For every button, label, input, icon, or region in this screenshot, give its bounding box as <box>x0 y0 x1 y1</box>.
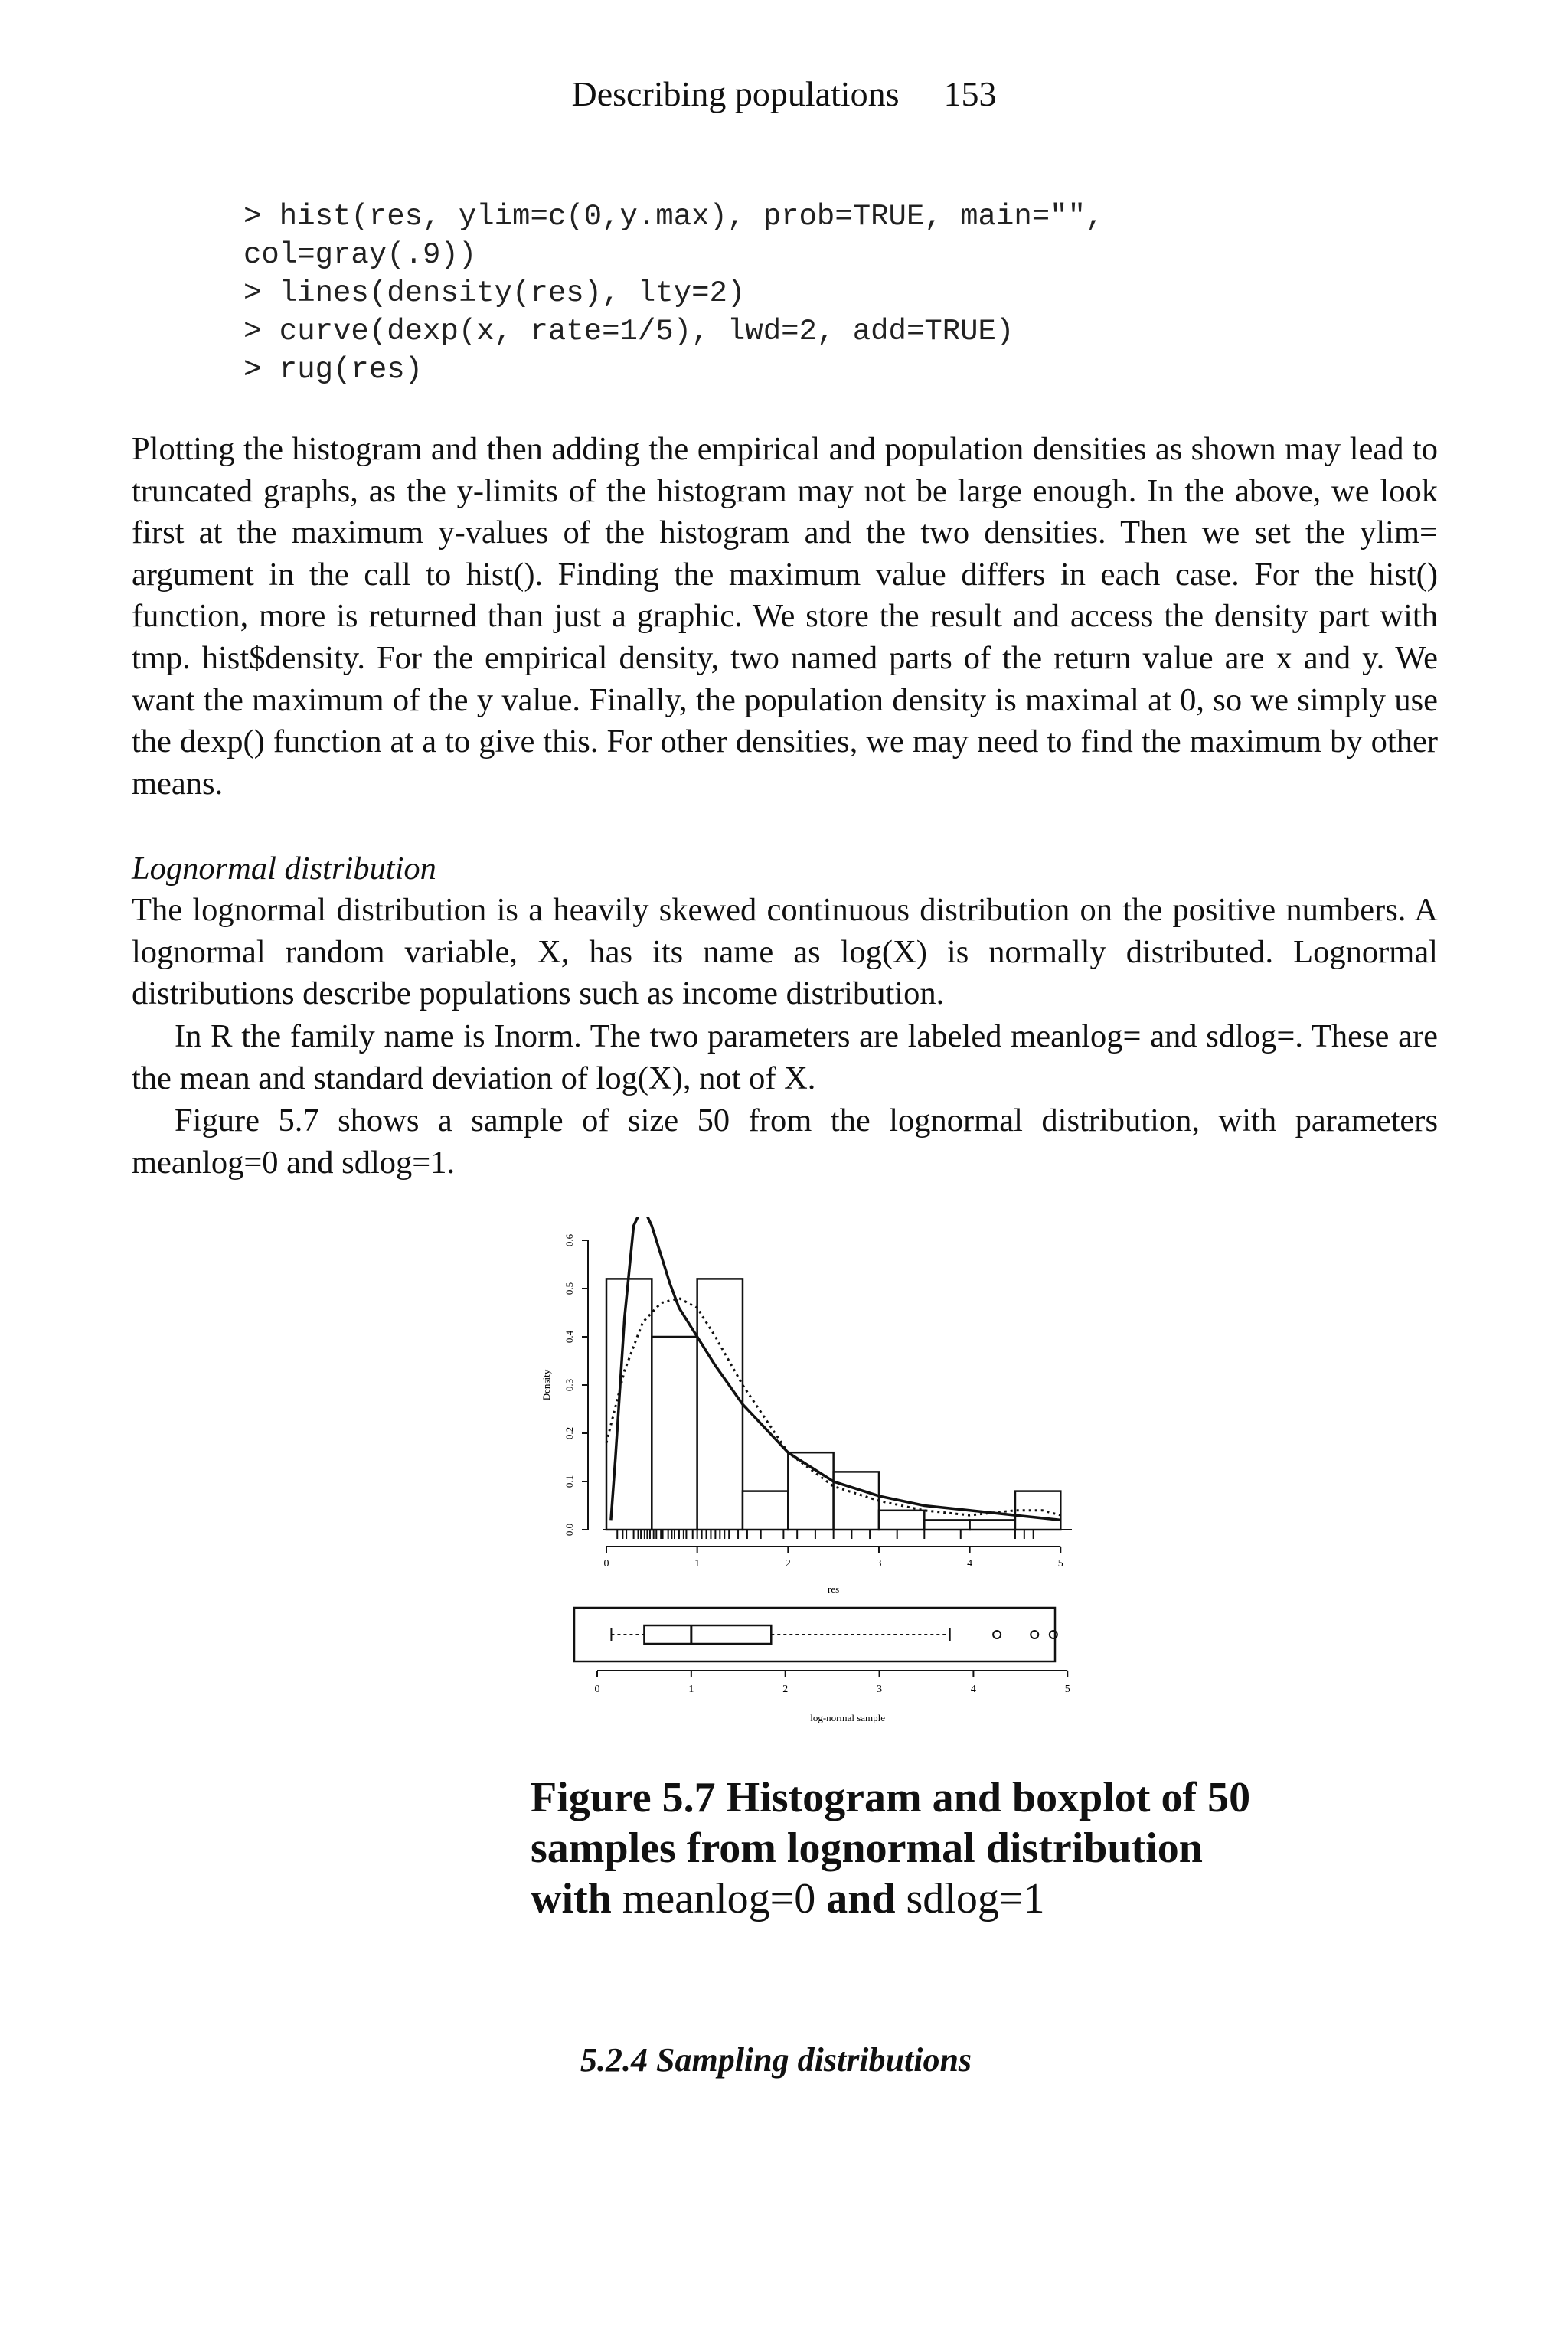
paragraph-ylim-explanation: Plotting the histogram and then adding the empirical and population densities as shown may lead to truncated graphs, as the y-limits of the histogram may not be large enough. In the above, we look first at the maximum y-values of the histogram and the two densities. Then we set the ylim= argument in the call to hist(). Finding the maximum value differs in each case. For the hist() function, more is returned than just a graphic. We store the result and access the density part with tmp. hist$density. For the empirical density, two named parts of the return value are x and y. We want the maximum of the y value. Finally, the population density is maximal at 0, so we simply use the dexp() function at a to give this. For other densities, we may need to find the maximum by other means. <box>132 431 1438 802</box>
histogram-bar <box>1015 1491 1060 1530</box>
y-tick-label: 0.6 <box>564 1233 575 1247</box>
caption-and: and <box>826 1875 896 1922</box>
code-line: > rug(res) <box>243 353 423 387</box>
code-line: > curve(dexp(x, rate=1/5), lwd=2, add=TRUE) <box>243 315 1014 348</box>
caption-param-sdlog: sdlog=1 <box>906 1875 1045 1922</box>
y-tick-label: 0.1 <box>564 1475 575 1488</box>
code-line: > lines(density(res), lty=2) <box>243 276 746 310</box>
y-axis-label: Density <box>541 1369 552 1401</box>
boxplot-x-tick-label: 5 <box>1064 1684 1070 1695</box>
figure-5-7 <box>490 1217 1072 1753</box>
paragraph-lognormal-params: In R the family name is Inorm. The two parameters are labeled meanlog= and sdlog=. These are the mean and standard deviation of log(X), not of X. <box>132 1018 1438 1096</box>
x-tick-label: 5 <box>1057 1558 1063 1570</box>
x-axis-label: res <box>828 1583 840 1595</box>
y-tick-label: 0.0 <box>564 1523 575 1537</box>
caption-param-meanlog: meanlog=0 <box>622 1875 816 1922</box>
histogram-plot <box>541 1217 1072 1595</box>
y-tick-label: 0.3 <box>564 1378 575 1392</box>
running-header <box>0 74 1568 114</box>
histogram-bar <box>652 1337 697 1530</box>
section-title-lognormal: Lognormal distribution <box>132 851 436 887</box>
boxplot-x-tick-label: 1 <box>688 1684 694 1695</box>
figure-caption <box>531 1772 1258 1924</box>
y-tick-label: 0.2 <box>564 1426 575 1440</box>
histogram-bar <box>697 1279 743 1530</box>
outlier-point <box>1031 1631 1038 1638</box>
x-tick-label: 1 <box>694 1558 701 1570</box>
x-tick-label: 0 <box>603 1558 609 1570</box>
x-tick-label: 3 <box>876 1558 882 1570</box>
boxplot-plot <box>574 1608 1070 1723</box>
code-block <box>243 198 1103 389</box>
histogram-bar <box>924 1520 969 1530</box>
y-tick-label: 0.5 <box>564 1282 575 1295</box>
histogram-bar <box>788 1452 833 1530</box>
histogram-bar <box>743 1491 788 1530</box>
page-number: 153 <box>943 74 997 113</box>
x-tick-label: 2 <box>785 1558 791 1570</box>
subsection-title: 5.2.4 Sampling distributions <box>580 2041 972 2079</box>
histogram-bar <box>834 1472 879 1530</box>
outlier-point <box>1050 1631 1057 1638</box>
boxplot-x-tick-label: 3 <box>877 1684 883 1695</box>
x-tick-label: 4 <box>967 1558 973 1570</box>
caption-bold: Figure 5.7 Histogram and boxplot of 50 samples from lognormal distribution with <box>531 1774 1251 1922</box>
boxplot-x-tick-label: 2 <box>782 1684 789 1695</box>
histogram-bar <box>879 1511 924 1530</box>
paragraph-figure-ref: Figure 5.7 shows a sample of size 50 from the lognormal distribution, with parameters meanlog=0 and sdlog=1. <box>132 1102 1438 1181</box>
code-line: > hist(res, ylim=c(0,y.max), prob=TRUE, main="", <box>243 200 1104 234</box>
histogram-bar <box>970 1520 1015 1530</box>
paragraph-lognormal-intro: The lognormal distribution is a heavily skewed continuous distribution on the positive numbers. A lognormal random variable, X, has its name as log(X) is normally distributed. Lognormal distributions describe populations such as income distribution. <box>132 892 1438 1012</box>
outlier-point <box>993 1631 1001 1638</box>
code-line: col=gray(.9)) <box>243 238 477 272</box>
header-title: Describing populations <box>571 74 900 113</box>
boxplot-x-tick-label: 0 <box>594 1684 600 1695</box>
boxplot-x-axis-label: log-normal sample <box>810 1712 886 1723</box>
boxplot-x-tick-label: 4 <box>970 1684 976 1695</box>
iqr-box <box>644 1625 771 1644</box>
y-tick-label: 0.4 <box>564 1330 575 1344</box>
